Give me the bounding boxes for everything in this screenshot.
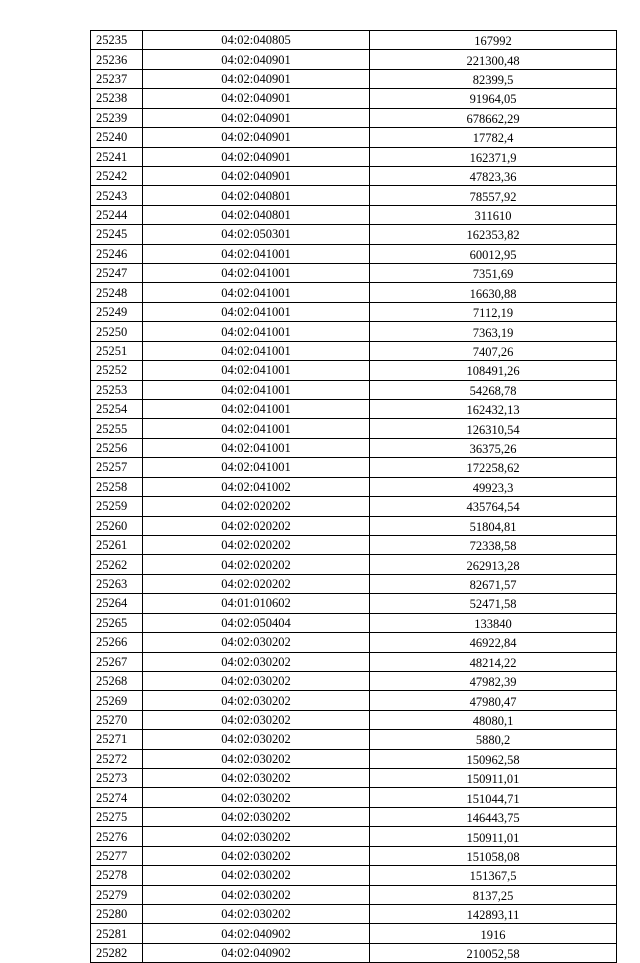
table-row [91, 89, 617, 108]
row-number-cell: 25267 [91, 652, 143, 671]
cadastral-code-cell: 04:02:030202 [143, 633, 370, 652]
table-row [91, 477, 617, 496]
table-row [91, 244, 617, 263]
value-cell: 151058,08 [370, 846, 617, 865]
table-row [91, 225, 617, 244]
cadastral-code-cell: 04:02:040901 [143, 128, 370, 147]
value-cell: 48080,1 [370, 710, 617, 729]
value-cell: 36375,26 [370, 438, 617, 457]
cadastral-code-cell: 04:02:040901 [143, 69, 370, 88]
cadastral-code-cell: 04:02:040901 [143, 50, 370, 69]
value-cell: 51804,81 [370, 516, 617, 535]
row-number-cell: 25254 [91, 400, 143, 419]
value-cell: 7112,19 [370, 302, 617, 321]
table-row [91, 283, 617, 302]
value-cell: 435764,54 [370, 497, 617, 516]
row-number-cell: 25252 [91, 361, 143, 380]
row-number-cell: 25262 [91, 555, 143, 574]
row-number-cell: 25249 [91, 302, 143, 321]
table-row [91, 691, 617, 710]
table-row [91, 788, 617, 807]
row-number-cell: 25274 [91, 788, 143, 807]
table-row [91, 749, 617, 768]
value-cell: 82399,5 [370, 69, 617, 88]
table-row [91, 555, 617, 574]
cadastral-code-cell: 04:02:040801 [143, 205, 370, 224]
row-number-cell: 25258 [91, 477, 143, 496]
row-number-cell: 25277 [91, 846, 143, 865]
row-number-cell: 25248 [91, 283, 143, 302]
table-row [91, 885, 617, 904]
table-row [91, 302, 617, 321]
value-cell: 133840 [370, 613, 617, 632]
table-row [91, 924, 617, 943]
row-number-cell: 25272 [91, 749, 143, 768]
cadastral-code-cell: 04:02:050301 [143, 225, 370, 244]
row-number-cell: 25261 [91, 535, 143, 554]
value-cell: 151044,71 [370, 788, 617, 807]
row-number-cell: 25235 [91, 31, 143, 50]
cadastral-code-cell: 04:02:041001 [143, 302, 370, 321]
table-row [91, 128, 617, 147]
row-number-cell: 25279 [91, 885, 143, 904]
cadastral-code-cell: 04:02:030202 [143, 827, 370, 846]
cadastral-code-cell: 04:02:040801 [143, 186, 370, 205]
cadastral-code-cell: 04:02:040901 [143, 89, 370, 108]
table-row [91, 264, 617, 283]
row-number-cell: 25268 [91, 671, 143, 690]
table-row [91, 380, 617, 399]
table-row [91, 904, 617, 923]
cadastral-code-cell: 04:02:041001 [143, 341, 370, 360]
table-row [91, 400, 617, 419]
row-number-cell: 25263 [91, 574, 143, 593]
row-number-cell: 25251 [91, 341, 143, 360]
cadastral-code-cell: 04:02:020202 [143, 555, 370, 574]
value-cell: 47980,47 [370, 691, 617, 710]
table-row [91, 341, 617, 360]
row-number-cell: 25250 [91, 322, 143, 341]
row-number-cell: 25244 [91, 205, 143, 224]
value-cell: 126310,54 [370, 419, 617, 438]
cadastral-code-cell: 04:02:020202 [143, 574, 370, 593]
table-row [91, 186, 617, 205]
row-number-cell: 25241 [91, 147, 143, 166]
cadastral-code-cell: 04:02:041001 [143, 283, 370, 302]
value-cell: 60012,95 [370, 244, 617, 263]
value-cell: 91964,05 [370, 89, 617, 108]
cadastral-code-cell: 04:02:040805 [143, 31, 370, 50]
cadastral-code-cell: 04:02:041001 [143, 244, 370, 263]
cadastral-code-cell: 04:02:041002 [143, 477, 370, 496]
row-number-cell: 25256 [91, 438, 143, 457]
table-row [91, 574, 617, 593]
cadastral-code-cell: 04:02:030202 [143, 885, 370, 904]
table-row [91, 652, 617, 671]
cadastral-code-cell: 04:02:030202 [143, 866, 370, 885]
cadastral-code-cell: 04:02:040901 [143, 147, 370, 166]
value-cell: 16630,88 [370, 283, 617, 302]
row-number-cell: 25273 [91, 769, 143, 788]
cadastral-code-cell: 04:02:020202 [143, 516, 370, 535]
table-row [91, 438, 617, 457]
value-cell: 311610 [370, 205, 617, 224]
value-cell: 17782,4 [370, 128, 617, 147]
cadastral-code-cell: 04:02:041001 [143, 380, 370, 399]
value-cell: 82671,57 [370, 574, 617, 593]
cadastral-code-cell: 04:02:041001 [143, 264, 370, 283]
table-row [91, 769, 617, 788]
row-number-cell: 25255 [91, 419, 143, 438]
row-number-cell: 25280 [91, 904, 143, 923]
row-number-cell: 25259 [91, 497, 143, 516]
value-cell: 7351,69 [370, 264, 617, 283]
table-body [91, 31, 617, 963]
row-number-cell: 25282 [91, 943, 143, 962]
row-number-cell: 25264 [91, 594, 143, 613]
row-number-cell: 25238 [91, 89, 143, 108]
value-cell: 8137,25 [370, 885, 617, 904]
table-row [91, 361, 617, 380]
row-number-cell: 25240 [91, 128, 143, 147]
table-row [91, 866, 617, 885]
cadastral-code-cell: 04:02:020202 [143, 535, 370, 554]
cadastral-code-cell: 04:02:041001 [143, 322, 370, 341]
value-cell: 162353,82 [370, 225, 617, 244]
cadastral-code-cell: 04:02:041001 [143, 419, 370, 438]
row-number-cell: 25245 [91, 225, 143, 244]
cadastral-code-cell: 04:02:030202 [143, 846, 370, 865]
row-number-cell: 25276 [91, 827, 143, 846]
value-cell: 49923,3 [370, 477, 617, 496]
value-cell: 262913,28 [370, 555, 617, 574]
table-row [91, 535, 617, 554]
row-number-cell: 25266 [91, 633, 143, 652]
table-row [91, 147, 617, 166]
value-cell: 210052,58 [370, 943, 617, 962]
value-cell: 150911,01 [370, 769, 617, 788]
value-cell: 52471,58 [370, 594, 617, 613]
row-number-cell: 25237 [91, 69, 143, 88]
table-row [91, 166, 617, 185]
value-cell: 167992 [370, 31, 617, 50]
table-row [91, 50, 617, 69]
value-cell: 7363,19 [370, 322, 617, 341]
value-cell: 162432,13 [370, 400, 617, 419]
table-row [91, 419, 617, 438]
row-number-cell: 25269 [91, 691, 143, 710]
table-row [91, 458, 617, 477]
table-row [91, 108, 617, 127]
row-number-cell: 25271 [91, 730, 143, 749]
value-cell: 46922,84 [370, 633, 617, 652]
row-number-cell: 25260 [91, 516, 143, 535]
table-row [91, 633, 617, 652]
value-cell: 47823,36 [370, 166, 617, 185]
cadastral-code-cell: 04:01:010602 [143, 594, 370, 613]
cadastral-code-cell: 04:02:040902 [143, 943, 370, 962]
row-number-cell: 25281 [91, 924, 143, 943]
table-row [91, 730, 617, 749]
cadastral-code-cell: 04:02:041001 [143, 361, 370, 380]
value-cell: 150911,01 [370, 827, 617, 846]
row-number-cell: 25243 [91, 186, 143, 205]
cadastral-code-cell: 04:02:020202 [143, 497, 370, 516]
row-number-cell: 25236 [91, 50, 143, 69]
cadastral-code-cell: 04:02:040901 [143, 166, 370, 185]
cadastral-code-cell: 04:02:030202 [143, 671, 370, 690]
table-row [91, 943, 617, 962]
table-row [91, 827, 617, 846]
row-number-cell: 25253 [91, 380, 143, 399]
cadastral-code-cell: 04:02:050404 [143, 613, 370, 632]
cadastral-code-cell: 04:02:030202 [143, 904, 370, 923]
table-row [91, 807, 617, 826]
table-row [91, 671, 617, 690]
cadastral-code-cell: 04:02:030202 [143, 652, 370, 671]
value-cell: 221300,48 [370, 50, 617, 69]
row-number-cell: 25242 [91, 166, 143, 185]
value-cell: 47982,39 [370, 671, 617, 690]
value-cell: 146443,75 [370, 807, 617, 826]
cadastral-code-cell: 04:02:041001 [143, 458, 370, 477]
table-row [91, 594, 617, 613]
value-cell: 54268,78 [370, 380, 617, 399]
table-row [91, 69, 617, 88]
value-cell: 7407,26 [370, 341, 617, 360]
value-cell: 162371,9 [370, 147, 617, 166]
cadastral-code-cell: 04:02:041001 [143, 400, 370, 419]
value-cell: 108491,26 [370, 361, 617, 380]
table-row [91, 710, 617, 729]
value-cell: 172258,62 [370, 458, 617, 477]
table-row [91, 497, 617, 516]
row-number-cell: 25247 [91, 264, 143, 283]
cadastral-code-cell: 04:02:041001 [143, 438, 370, 457]
value-cell: 48214,22 [370, 652, 617, 671]
data-table [90, 30, 617, 963]
table-row [91, 31, 617, 50]
cadastral-code-cell: 04:02:030202 [143, 807, 370, 826]
row-number-cell: 25246 [91, 244, 143, 263]
table-row [91, 846, 617, 865]
row-number-cell: 25257 [91, 458, 143, 477]
table-row [91, 205, 617, 224]
value-cell: 142893,11 [370, 904, 617, 923]
cadastral-code-cell: 04:02:030202 [143, 749, 370, 768]
value-cell: 151367,5 [370, 866, 617, 885]
value-cell: 72338,58 [370, 535, 617, 554]
cadastral-code-cell: 04:02:030202 [143, 730, 370, 749]
value-cell: 5880,2 [370, 730, 617, 749]
cadastral-code-cell: 04:02:030202 [143, 769, 370, 788]
value-cell: 78557,92 [370, 186, 617, 205]
value-cell: 1916 [370, 924, 617, 943]
cadastral-code-cell: 04:02:030202 [143, 788, 370, 807]
row-number-cell: 25270 [91, 710, 143, 729]
table-row [91, 322, 617, 341]
row-number-cell: 25265 [91, 613, 143, 632]
table-row [91, 613, 617, 632]
cadastral-code-cell: 04:02:040902 [143, 924, 370, 943]
cadastral-code-cell: 04:02:040901 [143, 108, 370, 127]
row-number-cell: 25239 [91, 108, 143, 127]
cadastral-code-cell: 04:02:030202 [143, 691, 370, 710]
cadastral-code-cell: 04:02:030202 [143, 710, 370, 729]
row-number-cell: 25278 [91, 866, 143, 885]
value-cell: 150962,58 [370, 749, 617, 768]
row-number-cell: 25275 [91, 807, 143, 826]
value-cell: 678662,29 [370, 108, 617, 127]
table-row [91, 516, 617, 535]
